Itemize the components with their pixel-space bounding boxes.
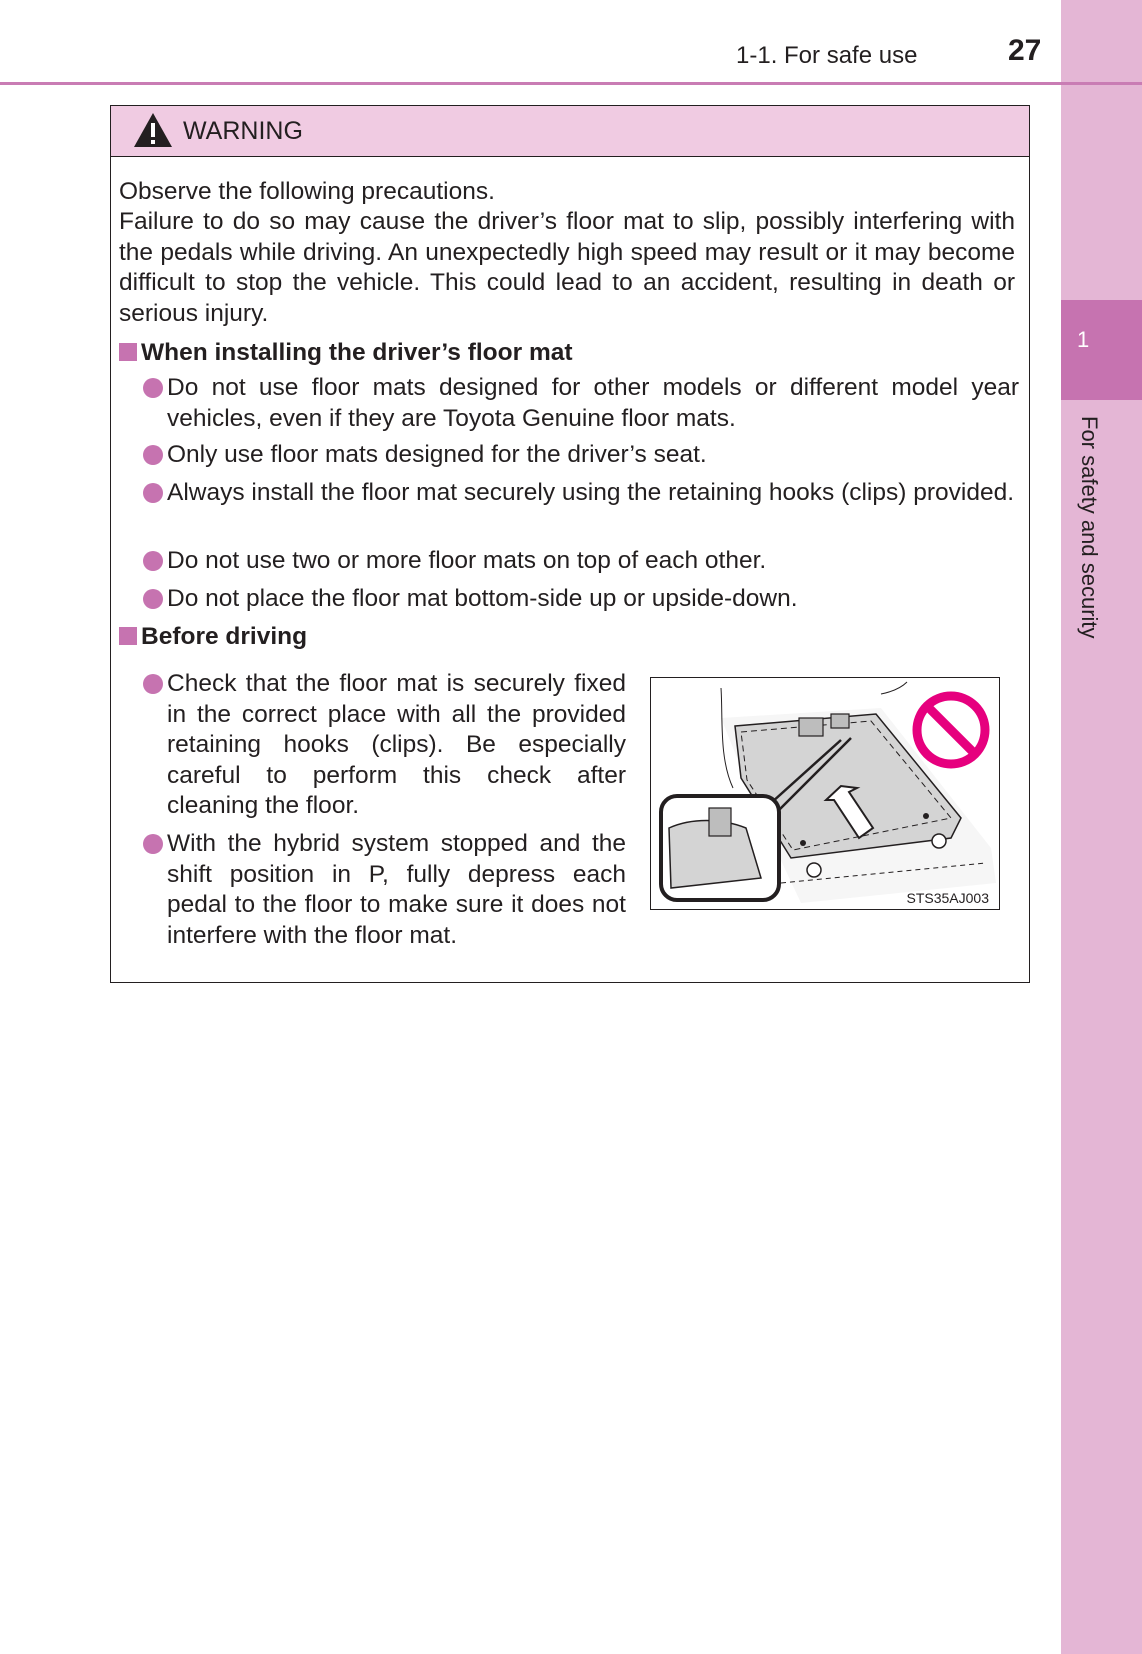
list-item: Only use floor mats designed for the driver’s seat. <box>167 440 1019 471</box>
chapter-number: 1 <box>1077 327 1090 352</box>
list-item: With the hybrid system stopped and the shift position in P, fully depress each pedal to the floor to make sure it does not interfere with the floor mat. <box>167 829 626 951</box>
list-item: Do not use two or more floor mats on top of each other. <box>167 546 1019 577</box>
chapter-side-strip <box>1061 0 1142 1654</box>
round-bullet-icon <box>143 445 163 465</box>
chapter-tab <box>1061 300 1142 400</box>
warning-intro-body: Failure to do so may cause the driver’s floor mat to slip, possibly interfering with the pedals while driving. An unexpectedly high speed may result or it may become difficult to stop the vehicle. This could lead to an accident, resulting in death or serious injury. <box>119 208 1015 327</box>
list-item: Do not use floor mats designed for other models or different model year vehicles, even if they are Toyota Genuine floor mats. <box>167 373 1019 434</box>
floor-mat-drawing <box>651 678 1000 910</box>
round-bullet-icon <box>143 551 163 571</box>
chapter-title: For safety and security <box>1077 416 1102 639</box>
round-bullet-icon <box>143 483 163 503</box>
list-item: Do not place the floor mat bottom-side up or upside-down. <box>167 584 1019 615</box>
floor-mat-illustration <box>650 677 1000 910</box>
warning-triangle-icon <box>133 112 173 148</box>
warning-title: WARNING <box>183 117 303 145</box>
list-item: Check that the floor mat is securely fixed in the correct place with all the provided retaining hooks (clips). Be especially careful to perform this check after cleaning the floor. <box>167 669 626 822</box>
warning-header <box>111 106 1029 157</box>
section-title: 1-1. For safe use <box>736 42 918 69</box>
round-bullet-icon <box>143 589 163 609</box>
page-number: 27 <box>1008 34 1042 67</box>
square-bullet-icon <box>119 343 137 361</box>
section-heading-before-driving: Before driving <box>119 622 307 652</box>
figure-code: STS35AJ003 <box>906 890 989 906</box>
header-rule <box>0 82 1142 85</box>
round-bullet-icon <box>143 674 163 694</box>
warning-intro-line: Observe the following precautions. <box>119 178 495 205</box>
section-heading-installing: When installing the driver’s floor mat <box>119 338 573 368</box>
round-bullet-icon <box>143 834 163 854</box>
round-bullet-icon <box>143 378 163 398</box>
list-item: Always install the floor mat securely using the retaining hooks (clips) provided. <box>167 478 1019 509</box>
square-bullet-icon <box>119 627 137 645</box>
